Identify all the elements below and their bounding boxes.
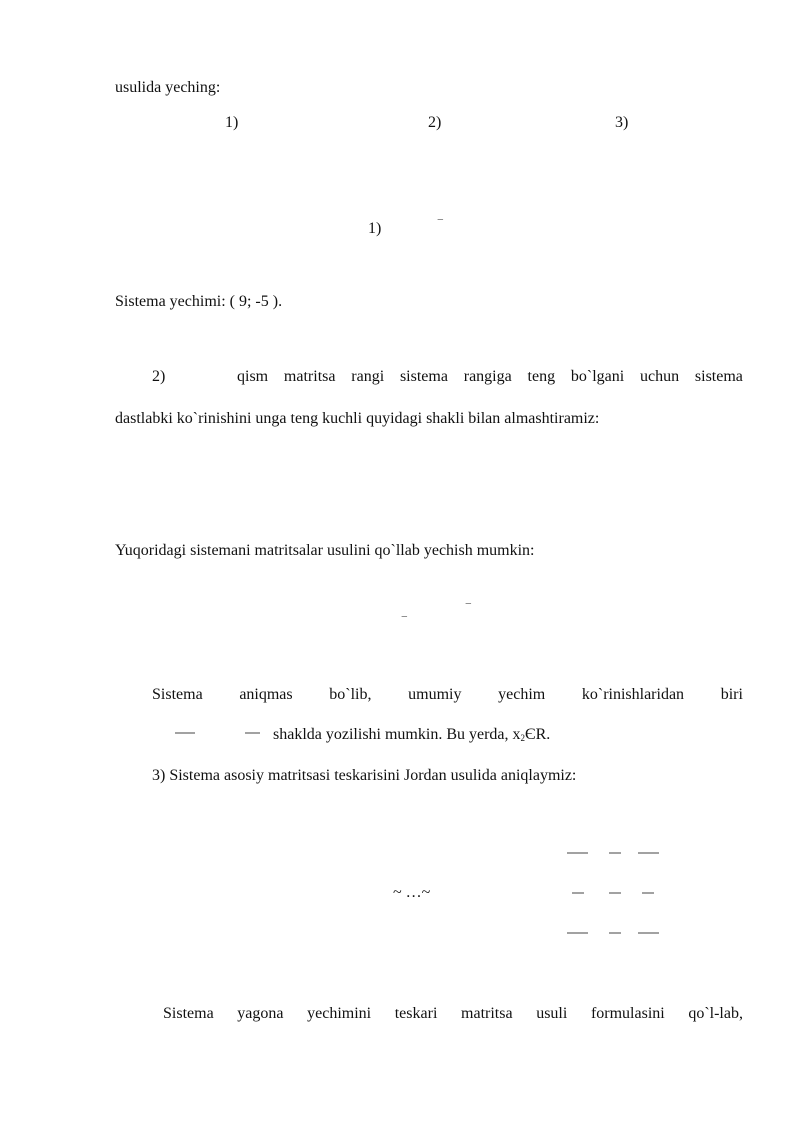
word: usuli [536, 1005, 568, 1022]
form-text: shaklda yozilishi mumkin. Bu yerda, x [273, 726, 521, 743]
method-text: Yuqoridagi sistemani matritsalar usulini qo`llab yechish mumkin: [115, 542, 535, 559]
subscript: 2 [520, 733, 526, 743]
word: yechimini [307, 1005, 372, 1022]
solution-1-answer: Sistema yechimi: ( 9; -5 ). [115, 293, 283, 310]
word: bo`lib, [329, 686, 372, 703]
word: sistema [694, 368, 743, 385]
word: formulasini [590, 1005, 665, 1022]
solution-1-label: 1) [368, 220, 382, 237]
solution-1-mark: ‾ [438, 219, 443, 234]
word: yechim [498, 686, 546, 703]
word: yagona [237, 1005, 284, 1022]
word: umumiy [408, 686, 462, 703]
word: Sistema [152, 686, 203, 703]
word: qo`l-lab, [688, 1005, 743, 1022]
problem-label-1: 1) [225, 114, 239, 131]
word: matritsa [283, 368, 336, 385]
word: ko`rinishlaridan [581, 686, 685, 703]
word: Sistema [163, 1005, 214, 1022]
word: uchun [639, 368, 680, 385]
problem-label-3: 3) [615, 114, 629, 131]
general-solution-form [273, 727, 550, 743]
solution-2-label: 2) [152, 368, 166, 385]
word: aniqmas [239, 686, 293, 703]
word: sistema [399, 368, 448, 385]
solution-2-line-2: dastlabki ko`rinishini unga teng kuchli quyidagi shakli bilan almashtiramiz: [115, 410, 600, 427]
intro-line: usulida yeching: [115, 79, 221, 96]
word: matritsa [461, 1005, 513, 1022]
word: teskari [394, 1005, 438, 1022]
form-text-end: ЄR. [525, 726, 551, 743]
fraction-mark-1: ‾ [466, 603, 471, 618]
problem-label-2: 2) [428, 114, 442, 131]
word: qism [237, 368, 269, 385]
word: rangi [351, 368, 385, 385]
solution-3-intro: 3) Sistema asosiy matritsasi teskarisini Jordan usulida aniqlaymiz: [152, 767, 577, 784]
word: teng [527, 368, 556, 385]
word: biri [720, 686, 743, 703]
word: rangiga [463, 368, 512, 385]
final-line [163, 1006, 743, 1022]
jordan-tilde: ~ …~ [393, 884, 431, 901]
word: bo`lgani [570, 368, 625, 385]
fraction-mark-2: ‾ [402, 616, 407, 631]
